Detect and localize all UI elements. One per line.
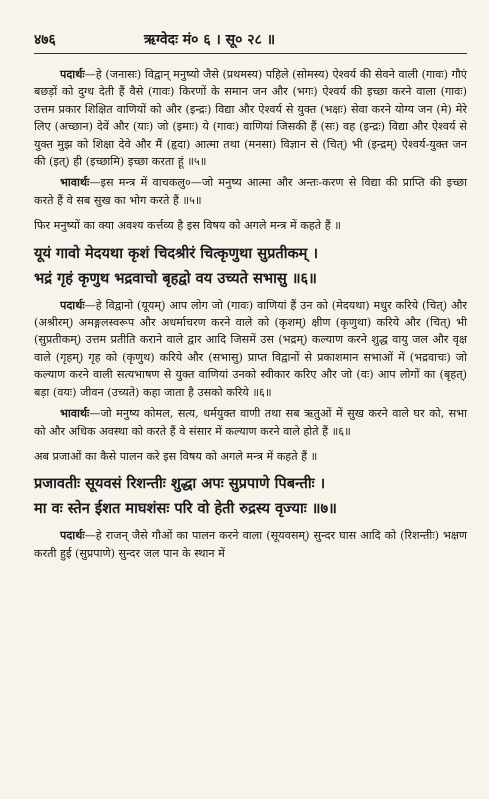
mantra-line: प्रजावतीः सूयवसं रिशन्तीः शुद्धा अपः सुप्रपाणे पिबन्तीः । (34, 475, 326, 493)
intro-verse7: अब प्रजाओं का कैसे पालन करे इस विषय को अगले मन्त्र में कहते हैं ॥ (34, 449, 318, 463)
page-body (34, 66, 467, 566)
bhavartha-text: —जो मनुष्य कोमल, सत्य, धर्मयुक्त वाणी तथा सब ऋतुओं में सुख करने वाले घर को, सभा को और अधिक अवस्था को करते हैं वे संसार में कल्याण करने वाले होते हैं ॥६॥ (34, 407, 467, 438)
verse6-bhavartha (34, 405, 467, 440)
verse7-padartha (34, 527, 467, 562)
bhavartha-text: —इस मन्त्र में वाचकलु०—जो मनुष्य आत्मा और अन्तः-करण से विद्या की प्राप्ति की इच्छा करते हैं वे सब सुख का भोग करते हैं ॥५॥ (34, 176, 467, 207)
mantra-line: भद्रं गृहं कृणुथ भद्रवाचो बृहद्वो वय उच्यते सभासु ॥६॥ (34, 269, 317, 287)
header-rule (34, 53, 467, 54)
intro-verse6: फिर मनुष्यों का क्या अवश्य कर्त्तव्य है इस विषय को अगले मन्त्र में कहते हैं ॥ (34, 219, 341, 233)
page-header (34, 30, 467, 50)
mantra7 (34, 471, 467, 521)
padartha-text: —हे (जनासः) विद्वान् मनुष्यो जैसे (प्रथमस्य) पहिले (सोमस्य) ऐश्वर्य की सेवने वाली (गावः) गौएं बछड़ों को दुग्ध देती हैं वैसे (गावः) किरणों के समान जन और (भगः) ऐश्वर्य की इच्छा करने वाला (गावः) उत्तम प्रकार शिक्षित वाणियों को और (इन्द्रः) विद्या और ऐश्वर्य से युक्त (भक्षः) सेवा करने योग्य जन (मे) मेरे लिए (अच्छान) देवें और (याः) जो (इमाः) ये (गावः) वाणियां जिसकी हैं (सः) वह (इन्द्रः) विद्या और ऐश्वर्य से युक्त मुझ को शिक्षा देवे और मैं (हृदा) आत्मा तथा (मनसा) विज्ञान से (चित्) भी (इन्द्रम्) ऐश्वर्य-युक्त जन की (इत्) ही (इच्छामि) इच्छा करता हूं ॥५॥ (34, 68, 467, 169)
bhavartha-label: भावार्थः (60, 175, 90, 190)
padartha-label: पदार्थः (60, 528, 85, 543)
mantra-line: मा वः स्तेन ईशत माघशंसः परि वो हेती रुद्रस्य वृज्याः ॥७॥ (34, 500, 337, 518)
running-title: ऋग्वेदः मं० ६ । सू० २८ ॥ (144, 32, 276, 48)
page-number: ४७६ (34, 32, 56, 48)
mantra6 (34, 241, 467, 291)
bhavartha-label: भावार्थः (60, 406, 90, 421)
padartha-label: पदार्थः (60, 67, 85, 81)
verse6-padartha (34, 297, 467, 401)
verse5-padartha (34, 66, 467, 170)
padartha-text: —हे राजन् जैसे गौओं का पालन करने वाला (सूयवसम्) सुन्दर घास आदि को (रिशन्तीः) भक्षण करती हुई (सुप्रपाणे) सुन्दर जल पान के स्थान में (34, 529, 467, 560)
mantra-line: यूयं गावो मेदयथा कृशं चिदश्रीरं चित्कृणुथा सुप्रतीकम् । (34, 244, 319, 262)
padartha-text: —हे विद्वानो (यूयम्) आप लोग जो (गावः) वाणियां हैं उन को (मेदयथा) मधुर करिये (चित्) और (अश्रीरम्) अमङ्गलस्वरूप और अधर्माचरण करने वाले को (कृशम्) क्षीण (कृणुथा) करिये और (चित्) भी (सुप्रतीकम्) उत्तम प्रतीति कराने वाले द्वार आदि जिसमें उस (भद्रम्) कल्याण करने शुद्ध वायु जल और वृक्ष वाले (गृहम्) गृह को (कृणुथ) करिये और (सभासु) प्राप्त विद्वानों से प्रकाशमान सभाओं में (भद्रवाचः) जो कल्याण करने वाली सत्यभाषण से युक्त वाणियां उनको स्वीकार करिए और जो (वः) आप लोगों का (बृहत्) बड़ा (वयः) जीवन (उच्यते) कहा जाता है उसको करिये ॥६॥ (34, 298, 467, 399)
padartha-label: पदार्थः (60, 297, 85, 312)
verse5-bhavartha (34, 174, 467, 209)
